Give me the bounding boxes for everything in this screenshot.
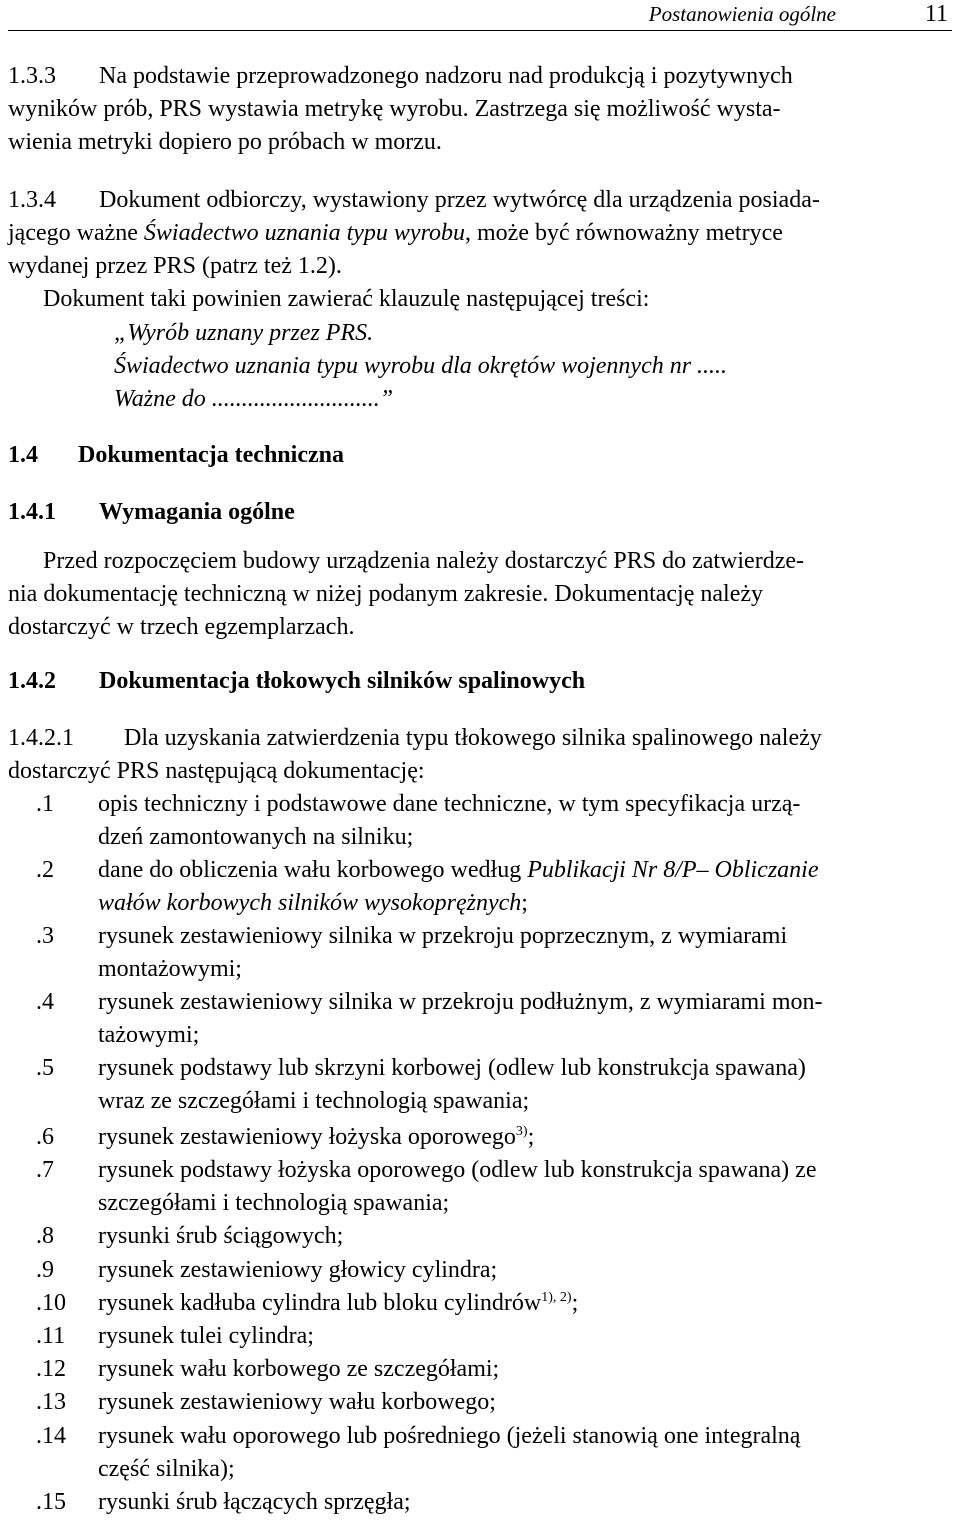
- clause-line-2: Świadectwo uznania typu wyrobu dla okrętów wojennych nr .....: [114, 353, 728, 379]
- heading-1-4-1: 1.4.1 Wymagania ogólne: [8, 499, 295, 525]
- p134-line2: jącego ważne Świadectwo uznania typu wyrobu, może być równoważny metryce: [8, 220, 783, 246]
- paragraph-1-3-3: [8, 60, 952, 159]
- p1421-line2: dostarczyć PRS następującą dokumentację:: [8, 758, 425, 784]
- paragraph-1-3-4: [8, 184, 952, 316]
- header-title: Postanowienia ogólne: [648, 2, 836, 26]
- certificate-title: Świadectwo uznania typu wyrobu: [143, 220, 466, 246]
- paragraph-1-4-1: [8, 545, 952, 644]
- p1421-line1: 1.4.2.1 Dla uzyskania zatwierdzenia typu tłokowego silnika spalinowego należy: [8, 722, 952, 755]
- p134-line3: wydanej przez PRS (patrz też 1.2).: [8, 253, 342, 279]
- p141-line3: dostarczyć w trzech egzemplarzach.: [8, 614, 355, 640]
- p134-number: 1.3.4: [8, 187, 56, 213]
- p134-line4: Dokument taki powinien zawierać klauzulę następującej treści:: [43, 286, 650, 312]
- running-header: [8, 0, 952, 31]
- p134-line1: 1.3.4 Dokument odbiorczy, wystawiony przez wytwórcę dla urządzenia posiada-: [8, 184, 952, 217]
- p141-line1: Przed rozpoczęciem budowy urządzenia należy dostarczyć PRS do zatwierdze-: [43, 548, 804, 574]
- paragraph-1-4-2-1: [8, 722, 952, 788]
- footnote-marker: 1), 2): [541, 1290, 572, 1305]
- heading-1-4-2: 1.4.2 Dokumentacja tłokowych silników spalinowych: [8, 668, 586, 694]
- publication-reference: Publikacji Nr 8/P– Obliczanie: [527, 857, 819, 883]
- heading-1-4: 1.4 Dokumentacja techniczna: [8, 442, 344, 468]
- p133-line2: wyników prób, PRS wystawia metrykę wyrobu. Zastrzega się możliwość wysta-: [8, 96, 781, 122]
- p133-line1: 1.3.3 Na podstawie przeprowadzonego nadzoru nad produkcją i pozytywnych: [8, 60, 952, 93]
- p133-line3: wienia metryki dopiero po próbach w morzu.: [8, 129, 442, 155]
- p133-number: 1.3.3: [8, 63, 56, 89]
- page-number: 11: [924, 1, 948, 27]
- p141-line2: nia dokumentację techniczną w niżej podanym zakresie. Dokumentację należy: [8, 581, 764, 607]
- clause-line-1: „Wyrób uznany przez PRS.: [114, 320, 374, 346]
- footnote-marker: 3): [515, 1124, 528, 1139]
- p1421-number: 1.4.2.1: [8, 725, 74, 751]
- clause-line-3: Ważne do ............................”: [114, 386, 394, 412]
